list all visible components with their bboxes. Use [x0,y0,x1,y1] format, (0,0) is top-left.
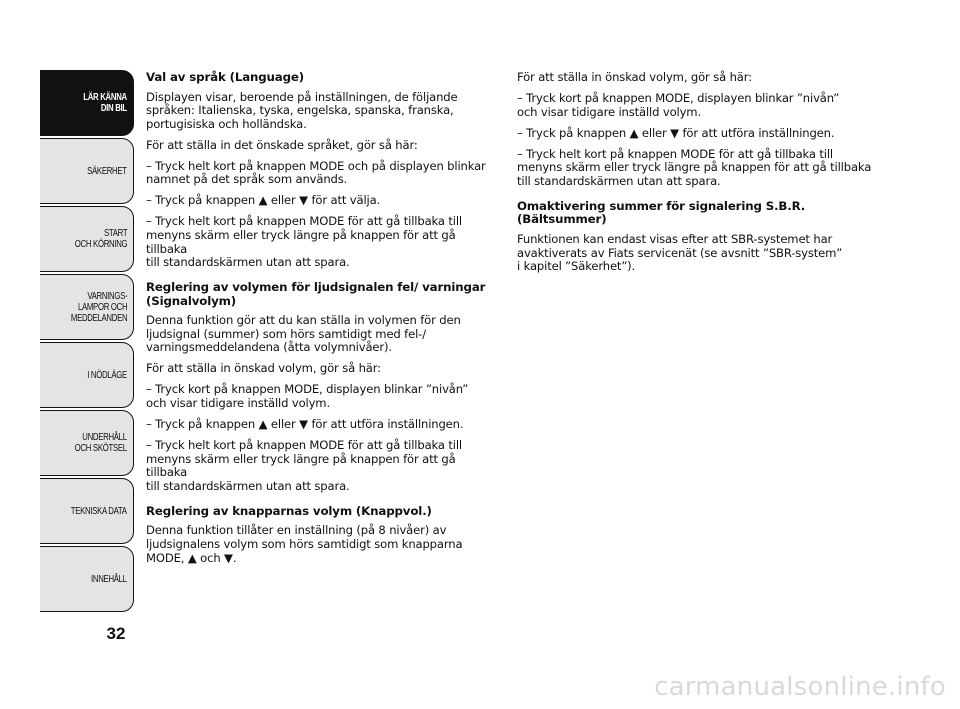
paragraph: – Tryck helt kort på knappen MODE för att gå tillbaka till menyns skärm eller tryck längre på knappen för att gå tillbaka till standardskärmen utan att spara. [517,146,872,188]
paragraph: För att ställa in det önskade språket, gör så här: [146,137,418,152]
paragraph: – Tryck på knappen ▲ eller ▼ för att utföra inställningen. [517,125,835,140]
paragraph: – Tryck helt kort på knappen MODE för att gå tillbaka till menyns skärm eller tryck längre på knappen för att gå tillbaka till standardskärmen utan att spara. [146,437,462,493]
content-column-right [517,71,872,281]
paragraph: För att ställa in önskad volym, gör så här: [146,361,381,376]
page-number: 32 [106,624,126,643]
tab-sakerhet[interactable] [40,138,134,204]
section-heading-language: Val av språk (Language) [146,70,305,84]
paragraph: – Tryck kort på knappen MODE, displayen blinkar ”nivån” och visar tidigare inställd volym. [146,382,469,411]
content-column-left [146,71,498,573]
tab-i-nodlage[interactable] [40,342,134,408]
tab-innehall[interactable] [40,546,134,612]
watermark: carmanualsonline.info [654,672,946,702]
paragraph: – Tryck helt kort på knappen MODE och på displayen blinkar namnet på det språk som används. [146,158,486,187]
paragraph: – Tryck helt kort på knappen MODE för att gå tillbaka till menyns skärm eller tryck längre på knappen för att gå tillbaka till standardskärmen utan att spara. [146,214,462,270]
tab-label: LÄR KÄNNA DIN BIL [83,92,127,114]
tab-label: SÄKERHET [87,165,127,177]
tab-label: UNDERHÅLL OCH SKÖTSEL [74,432,127,454]
paragraph: För att ställa in önskad volym, gör så här: [517,70,752,84]
tab-label: INNEHÅLL [91,573,127,585]
paragraph: Displayen visar, beroende på inställningen, de följande språken: Italienska, tyska, engelska, spanska, franska, portugisiska och holländska. [146,89,458,131]
tab-varningslampor[interactable] [40,274,134,340]
paragraph: Funktionen kan endast visas efter att SBR-systemet har avaktiverats av Fiats servicenät (se avsnitt ”SBR-system” i kapitel ”Säkerhet”). [517,231,843,274]
paragraph: Denna funktion gör att du kan ställa in volymen för den ljudsignal (summer) som hörs samtidigt med fel-/ varningsmeddelandena (åtta volymnivåer). [146,313,461,355]
tab-underhall[interactable] [40,410,134,476]
paragraph: – Tryck på knappen ▲ eller ▼ för att utföra inställningen. [146,417,464,431]
tab-label: I NÖDLÄGE [87,369,127,381]
section-heading-sbr: Omaktivering summer för signalering S.B.R. (Bältsummer) [517,198,806,227]
chapter-tabs [40,70,134,614]
tab-lar-kanna-din-bil[interactable] [40,70,134,136]
tab-label: START OCH KÖRNING [74,228,127,250]
section-heading-button-volume: Reglering av knapparnas volym (Knappvol.) [146,503,432,518]
paragraph: – Tryck kort på knappen MODE, displayen blinkar ”nivån” och visar tidigare inställd volym. [517,90,840,119]
tab-start-och-korning[interactable] [40,206,134,272]
tab-label: TEKNISKA DATA [71,505,127,517]
paragraph: – Tryck på knappen ▲ eller ▼ för att välja. [146,193,381,208]
tab-label: VARNINGS- LAMPOR OCH MEDDELANDEN [70,290,127,324]
section-heading-signal-volume: Reglering av volymen för ljudsignalen fel/ varningar (Signalvolym) [146,280,486,308]
tab-tekniska-data[interactable] [40,478,134,544]
paragraph: Denna funktion tillåter en inställning (på 8 nivåer) av ljudsignalens volym som hörs samtidigt som knapparna MODE, ▲ och ▼. [146,523,463,565]
